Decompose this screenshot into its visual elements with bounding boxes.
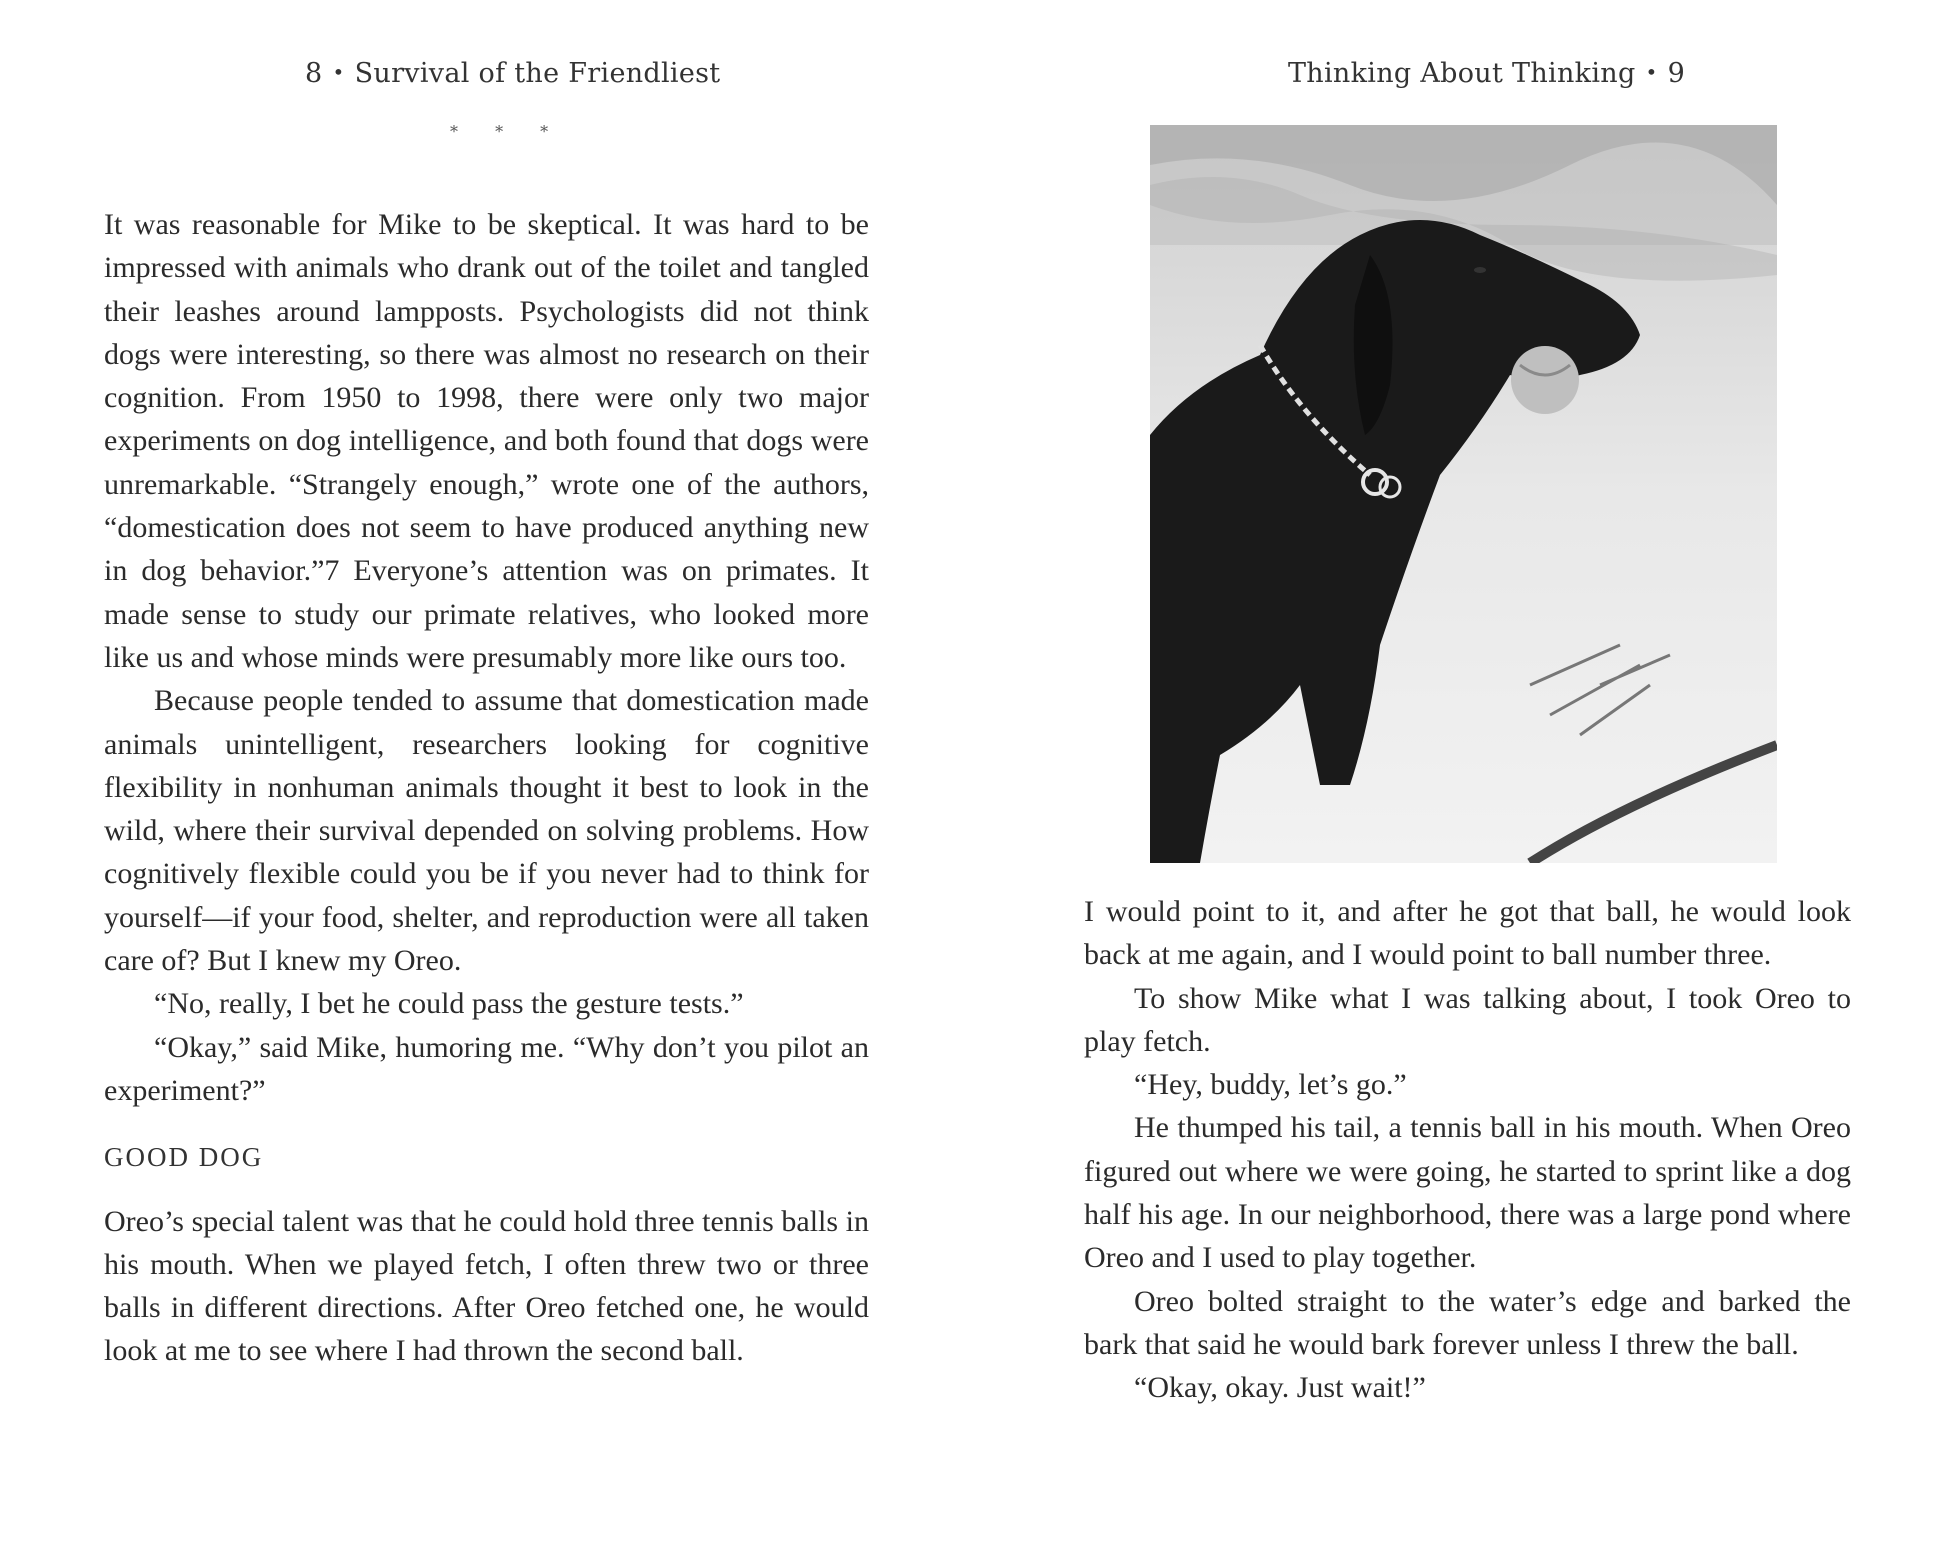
- dog-photo-illustration: [1150, 125, 1777, 863]
- paragraph: “Okay,” said Mike, humoring me. “Why don’t you pilot an experiment?”: [104, 1030, 869, 1107]
- paragraph: It was reasonable for Mike to be skeptical. It was hard to be impressed with animals who drank out of the toilet and tangled their leashes around lampposts. Psychologists did not think dogs were interesting, so there was almost no research on their cognition. From 1950 to 1998, there were only two major experiments on dog intelligence, and both found that dogs were unremarkable. “Strangely enough,” wrote one of the authors, “domestication does not seem to have produced anything new in dog behavior.”7 Everyone’s attention was on primates. It made sense to study our primate relatives, who looked more like us and whose minds were presumably more like ours too.: [104, 208, 869, 674]
- paragraph: Because people tended to assume that domestication made animals unintelligent, researchers looking for cognitive flexibility in nonhuman animals thought it best to look in the wild, where their survival depended on solving problems. How cognitively flexible could you be if you never had to think for yourself—if your food, shelter, and reproduction were all taken care of? But I knew my Oreo.: [104, 684, 869, 978]
- bullet-separator: •: [332, 60, 345, 84]
- right-running-title: Thinking About Thinking: [1288, 58, 1636, 89]
- right-page: [970, 0, 1941, 1552]
- left-running-title: Survival of the Friendliest: [354, 58, 721, 89]
- right-page-number: 9: [1667, 58, 1686, 89]
- paragraph: Oreo’s special talent was that he could hold three tennis balls in his mouth. When we played fetch, I often threw two or three balls in different directions. After Oreo fetched one, he would look at me to see where I had thrown the second ball.: [104, 1204, 869, 1368]
- paragraph: “No, really, I bet he could pass the gesture tests.”: [154, 987, 744, 1021]
- paragraph: I would point to it, and after he got that ball, he would look back at me again, and I would point to ball number three.: [1084, 895, 1851, 972]
- left-page-number: 8: [305, 58, 323, 89]
- bullet-separator: •: [1645, 60, 1658, 84]
- right-running-head: [1288, 58, 1685, 89]
- section-heading: GOOD DOG: [104, 1142, 264, 1173]
- left-page: [0, 0, 970, 1552]
- section-break-asterisks: * * *: [450, 122, 565, 141]
- right-body-text: [1084, 890, 1851, 1410]
- paragraph: To show Mike what I was talking about, I took Oreo to play fetch.: [1084, 981, 1851, 1058]
- paragraph: “Hey, buddy, let’s go.”: [1134, 1068, 1407, 1102]
- left-body-text: [104, 203, 869, 1373]
- dog-photo: [1150, 125, 1777, 863]
- left-running-head: [305, 58, 720, 89]
- paragraph: He thumped his tail, a tennis ball in his mouth. When Oreo figured out where we were going, he started to sprint like a dog half his age. In our neighborhood, there was a large pond where Oreo and I used to play together.: [1084, 1111, 1851, 1275]
- paragraph: “Okay, okay. Just wait!”: [1134, 1371, 1426, 1405]
- paragraph: Oreo bolted straight to the water’s edge and barked the bark that said he would bark forever unless I threw the ball.: [1084, 1284, 1851, 1361]
